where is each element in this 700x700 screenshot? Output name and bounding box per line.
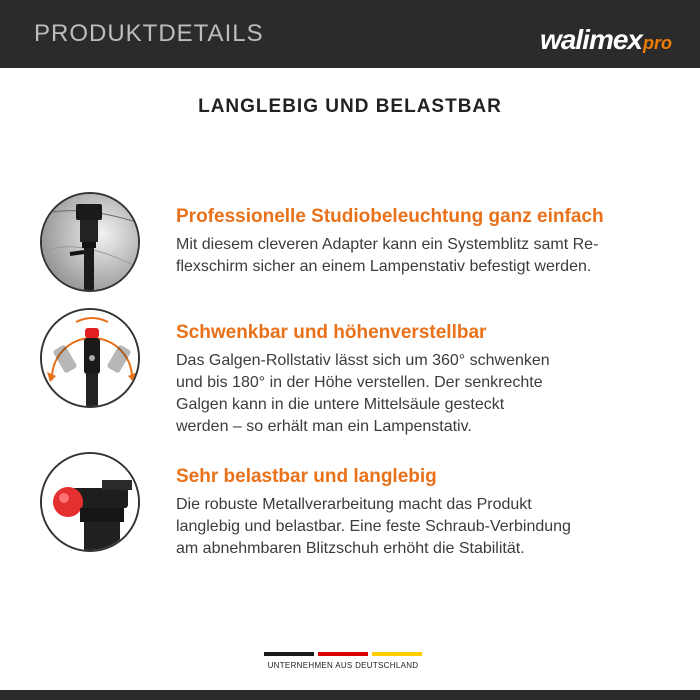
feature-description	[176, 494, 646, 560]
feature-description	[176, 234, 646, 278]
header-bar	[0, 0, 700, 68]
header-title: PRODUKTDETAILS	[34, 20, 264, 47]
feature-item	[40, 192, 680, 302]
badge-text: UNTERNEHMEN AUS DEUTSCHLAND	[267, 661, 419, 670]
logo-main-text: walimex	[540, 24, 642, 55]
flash-umbrella-image	[40, 192, 140, 292]
logo-sub-text: pro	[643, 33, 672, 53]
description-line: Die robuste Metallverarbeitung macht das Produkt	[176, 496, 532, 513]
description-line: am abnehmbaren Blitzschuh erhöht die Stabilität.	[176, 540, 525, 557]
section-heading: LANGLEBIG UND BELASTBAR	[198, 96, 502, 117]
walimex-pro-logo	[540, 16, 672, 56]
feature-description	[176, 350, 646, 438]
description-line: werden – so erhält man ein Lampenstativ.	[176, 418, 472, 435]
flag-bar-gold	[372, 652, 422, 656]
feature-title: Professionelle Studiobeleuchtung ganz einfach	[176, 206, 604, 227]
feature-title: Sehr belastbar und langlebig	[176, 466, 437, 487]
description-line: Das Galgen-Rollstativ lässt sich um 360° schwenken	[176, 352, 550, 369]
footer-bar	[0, 690, 700, 700]
description-line: langlebig und belastbar. Eine feste Schraub-Verbindung	[176, 518, 571, 535]
feature-item	[40, 452, 680, 562]
flash-shoe-image	[40, 452, 140, 552]
flag-bar-red	[318, 652, 368, 656]
swivel-adapter-image	[40, 308, 140, 408]
description-line: und bis 180° in der Höhe verstellen. Der senkrechte	[176, 374, 543, 391]
flag-bar-black	[264, 652, 314, 656]
description-line: flexschirm sicher an einem Lampenstativ befestigt werden.	[176, 258, 592, 275]
description-line: Mit diesem cleveren Adapter kann ein Systemblitz samt Re-	[176, 236, 599, 253]
feature-item	[40, 308, 680, 435]
made-in-germany-badge	[264, 652, 422, 672]
description-line: Galgen kann in die untere Mittelsäule gesteckt	[176, 396, 505, 413]
feature-title: Schwenkbar und höhenverstellbar	[176, 322, 487, 343]
